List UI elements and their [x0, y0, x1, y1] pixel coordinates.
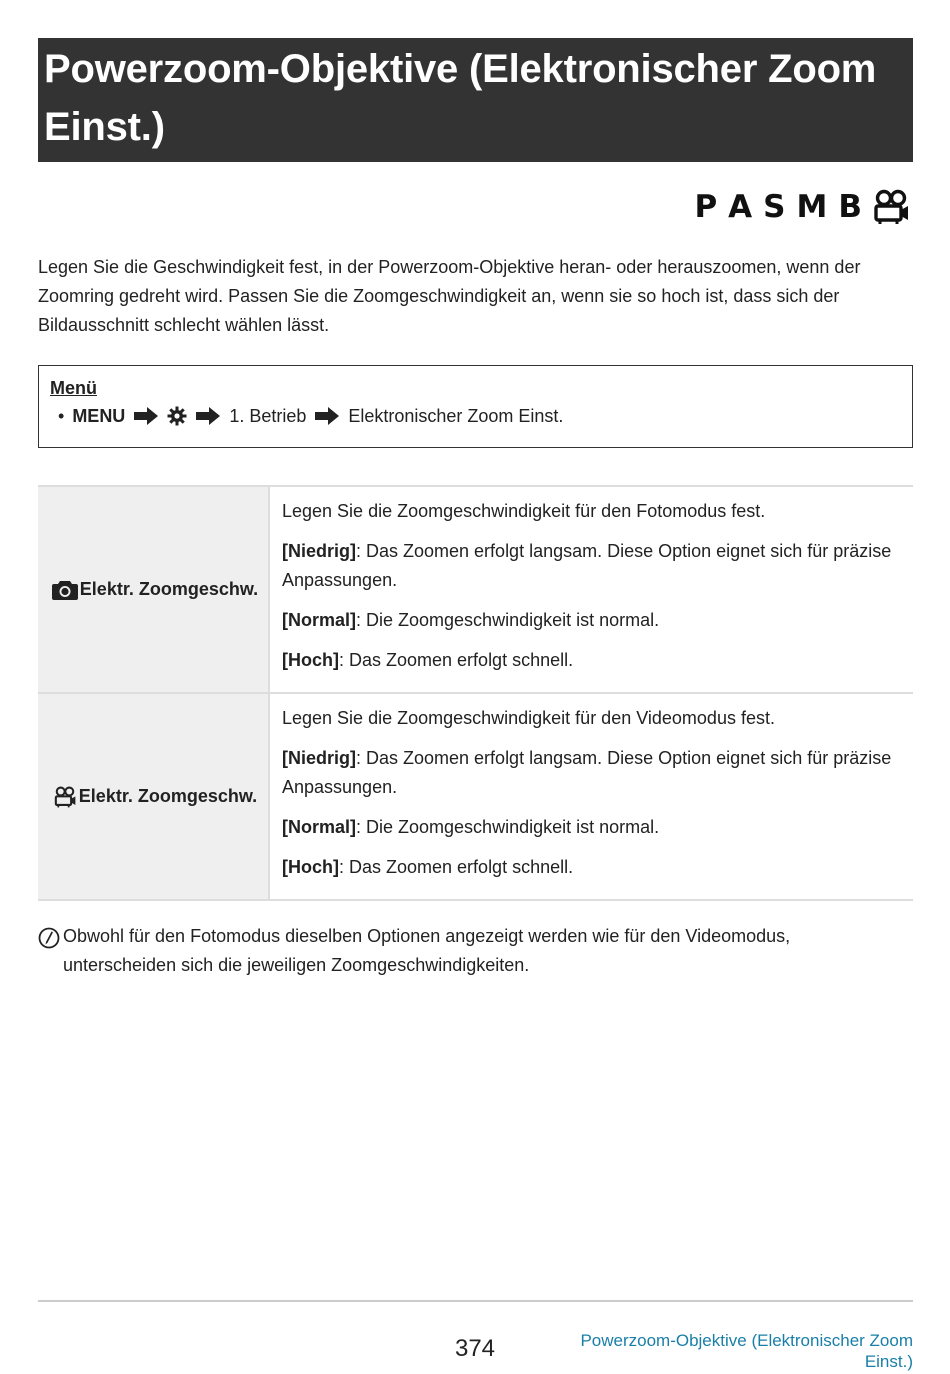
option-item	[282, 853, 901, 882]
title-bar	[38, 38, 913, 162]
page-title: Powerzoom-Objektive (Elektronischer Zoom Einst.)	[44, 47, 877, 149]
mode-p: P	[694, 189, 718, 225]
page-number: 374	[454, 1335, 496, 1362]
option-desc: : Das Zoomen erfolgt langsam. Diese Option eignet sich für präzise Anpassungen.	[282, 748, 892, 797]
row-label-text: Elektr. Zoomgeschw.	[78, 786, 258, 806]
option-item	[282, 813, 901, 842]
mode-b: B	[838, 189, 862, 225]
row-body	[270, 694, 913, 899]
table-row	[38, 692, 913, 899]
option-desc: : Die Zoomgeschwindigkeit ist normal.	[356, 817, 660, 837]
section-link[interactable]: Powerzoom-Objektive (Elektronischer Zoom Einst.)	[580, 1331, 913, 1371]
note-text: Obwohl für den Fotomodus dieselben Optionen angezeigt werden wie für den Videomodus, unterscheiden sich die jeweiligen Zoomgeschwindigkeiten.	[63, 926, 791, 975]
option-desc: : Das Zoomen erfolgt langsam. Diese Option eignet sich für präzise Anpassungen.	[282, 541, 892, 590]
movie-camera-icon	[872, 189, 910, 225]
menu-path	[50, 403, 901, 429]
option-name: [Hoch]	[282, 650, 339, 670]
option-name: [Niedrig]	[282, 541, 356, 561]
row-intro: Legen Sie die Zoomgeschwindigkeit für den Fotomodus fest.	[282, 501, 766, 521]
mode-s: S	[763, 189, 786, 225]
row-intro: Legen Sie die Zoomgeschwindigkeit für den Videomodus fest.	[282, 708, 775, 728]
menu-box	[38, 365, 913, 448]
note	[38, 922, 898, 980]
shooting-modes	[683, 186, 910, 228]
movie-camera-icon	[53, 786, 77, 808]
mode-a: A	[728, 189, 753, 225]
option-item	[282, 606, 901, 635]
option-desc: : Das Zoomen erfolgt schnell.	[339, 857, 574, 877]
option-item	[282, 646, 901, 675]
option-name: [Normal]	[282, 817, 357, 837]
gear-icon	[167, 406, 187, 426]
camera-icon	[52, 579, 78, 601]
arrow-right-icon	[314, 406, 340, 426]
option-name: [Hoch]	[282, 857, 339, 877]
option-item	[282, 537, 901, 595]
menu-path-start: MENU	[72, 406, 126, 426]
option-name: [Normal]	[282, 610, 357, 630]
menu-path-step2: Elektronischer Zoom Einst.	[348, 406, 564, 426]
table-row	[38, 487, 913, 692]
row-label-text: Elektr. Zoomgeschw.	[79, 579, 259, 599]
menu-path-step1: 1. Betrieb	[229, 406, 307, 426]
mode-m: M	[796, 189, 828, 225]
intro-text: Legen Sie die Geschwindigkeit fest, in der Powerzoom-Objektive heran- oder herauszoomen, wenn der Zoomring gedreht wird. Passen Sie die Zoomgeschwindigkeit an, wenn sie so hoch ist, dass sich der Bildausschnitt schlecht wählen lässt.	[38, 257, 861, 335]
footer-divider	[38, 1300, 913, 1302]
row-label	[38, 694, 270, 899]
option-desc: : Die Zoomgeschwindigkeit ist normal.	[356, 610, 660, 630]
row-body	[270, 487, 913, 692]
menu-bullet: •	[58, 406, 65, 426]
settings-table	[38, 485, 913, 901]
option-desc: : Das Zoomen erfolgt schnell.	[339, 650, 574, 670]
arrow-right-icon	[195, 406, 221, 426]
note-icon	[38, 927, 60, 949]
option-name: [Niedrig]	[282, 748, 356, 768]
arrow-right-icon	[133, 406, 159, 426]
menu-heading: Menü	[50, 378, 97, 398]
option-item	[282, 744, 901, 802]
row-label	[38, 487, 270, 692]
